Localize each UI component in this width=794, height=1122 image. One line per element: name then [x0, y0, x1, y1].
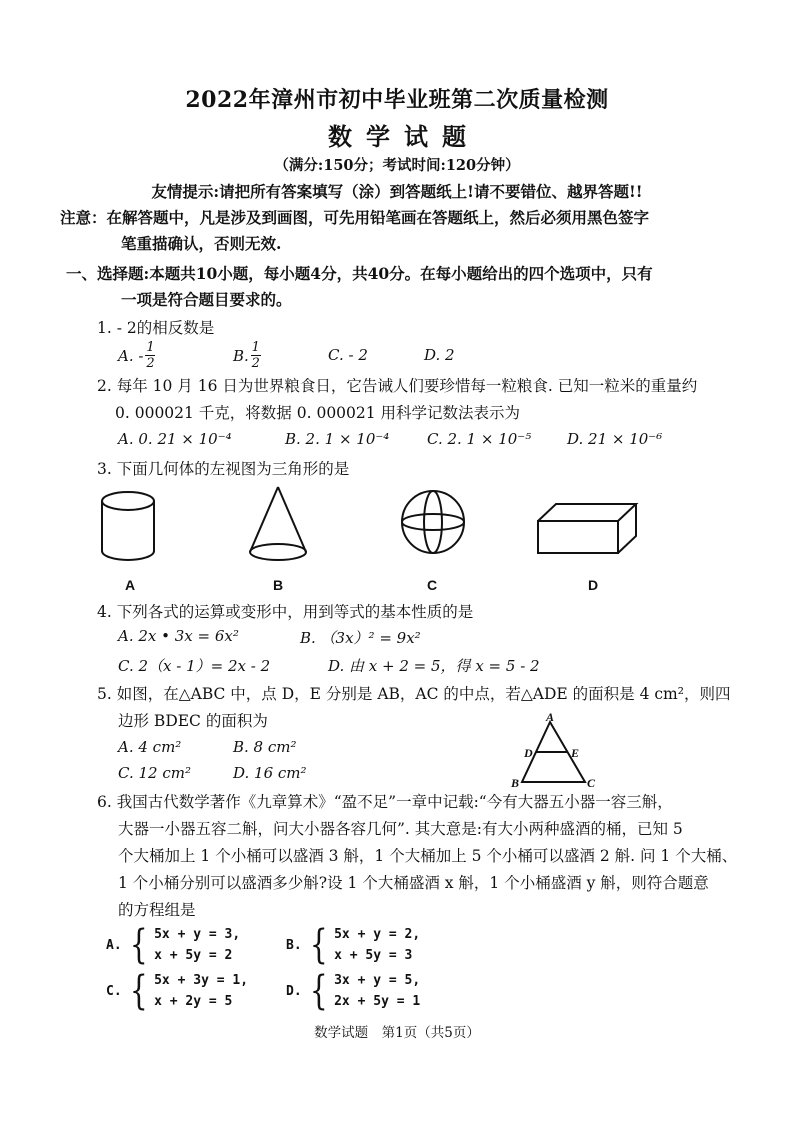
section1-line-2: 一项是符合题目要求的。 [121, 290, 292, 309]
q2-option-a: A. 0. 21 × 10⁻⁴ [118, 430, 232, 448]
solid-label-c: C [427, 577, 438, 593]
q2-line-2: 0. 000021 千克，将数据 0. 000021 用科学记数法表示为 [115, 404, 521, 422]
subject-title: 数学试题 [328, 122, 480, 151]
q6-a-eq2: x + 5y = 2 [154, 948, 233, 963]
q1-stem: 1. - 2的相反数是 [97, 319, 215, 337]
solid-label-b: B [273, 577, 284, 593]
q1-b-denominator: 2 [251, 356, 260, 371]
q1-a-numerator: 1 [146, 340, 155, 355]
q4-option-c: C. 2（x - 1）= 2x - 2 [118, 657, 271, 675]
q4-option-d: D. 由 x + 2 = 5，得 x = 5 - 2 [328, 657, 540, 675]
q5-option-d: D. 16 cm² [233, 764, 307, 782]
q1-option-b [233, 341, 263, 370]
q6-b-label: B. [286, 937, 302, 953]
q6-d-eq1: 3x + y = 5, [334, 973, 421, 988]
q1-a-label: A. [118, 346, 134, 365]
q6-d-eq2: 2x + 5y = 1 [334, 994, 421, 1009]
q5-option-b: B. 8 cm² [233, 738, 297, 756]
q1-option-a [118, 341, 157, 370]
vertex-d: D [524, 746, 533, 760]
q1-option-d: D. 2 [424, 346, 455, 364]
solid-label-d: D [588, 577, 599, 593]
cylinder-shape [102, 492, 154, 560]
note-line-1: 注意：在解答题中，凡是涉及到画图，可先用铅笔画在答题纸上，然后必须用黑色签字 [60, 208, 650, 227]
q6-a-eq1: 5x + y = 3, [154, 927, 241, 942]
q2-option-b: B. 2. 1 × 10⁻⁴ [285, 430, 390, 448]
q6-option-b: B. { 5x + y = 2, x + 5y = 3 [286, 922, 421, 968]
q6-a-label: A. [106, 937, 122, 953]
exam-meta: （满分:150分；考试时间:120分钟） [274, 157, 520, 174]
q3-stem: 3. 下面几何体的左视图为三角形的是 [97, 460, 350, 478]
q2-option-d: D. 21 × 10⁻⁶ [567, 430, 663, 448]
q6-c-label: C. [106, 983, 122, 999]
q5-line-1: 5. 如图，在△ABC 中，点 D，E 分别是 AB，AC 的中点，若△ADE 的面积是 4 cm²，则四 [97, 685, 731, 703]
q1-a-fraction [145, 341, 155, 370]
q2-line-1: 2. 每年 10 月 16 日为世界粮食日，它告诫人们要珍惜每一粒粮食. 已知一粒米的重量约 [97, 377, 698, 395]
sphere-shape [402, 491, 464, 553]
vertex-c: C [587, 776, 596, 790]
q6-line-5: 的方程组是 [118, 901, 196, 919]
page-footer: 数学试题 第1页（共5页） [314, 1025, 480, 1041]
q5-option-a: A. 4 cm² [118, 738, 182, 756]
q6-c-eq2: x + 2y = 5 [154, 994, 233, 1009]
q4-stem: 4. 下列各式的运算或变形中，用到等式的基本性质的是 [97, 603, 474, 621]
q6-option-a: A. { 5x + y = 3, x + 5y = 2 [106, 922, 241, 968]
vertex-a: A [546, 712, 555, 724]
cuboid-shape [538, 504, 636, 553]
q1-a-denominator: 2 [146, 356, 155, 371]
q6-line-4: 1 个小桶分别可以盛酒多少斛?设 1 个大桶盛酒 x 斛，1 个小桶盛酒 y 斛，则符合题意 [118, 874, 709, 892]
q2-option-c: C. 2. 1 × 10⁻⁵ [427, 430, 532, 448]
q6-option-d: D. { 3x + y = 5, 2x + 5y = 1 [286, 968, 421, 1014]
solids-figure [90, 484, 650, 594]
q1-b-label: B. [233, 346, 249, 365]
q1-a-sign: - [138, 346, 144, 365]
q6-line-1: 6. 我国古代数学著作《九章算术》“盈不足”一章中记载:“今有大器五小器一容三斛， [97, 793, 673, 811]
q6-line-3: 个大桶加上 1 个小桶可以盛酒 3 斛，1 个大桶加上 5 个小桶可以盛酒 2 斛. 问 1 个大桶、 [118, 847, 738, 865]
q6-option-c: C. { 5x + 3y = 1, x + 2y = 5 [106, 968, 249, 1014]
q1-b-fraction [251, 341, 261, 370]
q6-b-eq1: 5x + y = 2, [334, 927, 421, 942]
solid-label-a: A [125, 577, 136, 593]
q6-c-eq1: 5x + 3y = 1, [154, 973, 249, 988]
q4-option-a: A. 2x • 3x = 6x² [118, 627, 239, 645]
vertex-b: B [511, 776, 520, 790]
friendly-hint: 友情提示:请把所有答案填写（涂）到答题纸上!请不要错位、越界答题!! [151, 182, 643, 201]
q4-option-b: B. （3x）² = 9x² [300, 629, 421, 647]
q1-b-numerator: 1 [251, 340, 260, 355]
note-line-2: 笔重描确认，否则无效. [121, 234, 282, 253]
q6-b-eq2: x + 5y = 3 [334, 948, 413, 963]
triangle-figure [505, 712, 615, 792]
q1-option-c: C. - 2 [328, 346, 368, 364]
page-title: 2022年漳州市初中毕业班第二次质量检测 [185, 87, 609, 113]
q5-option-c: C. 12 cm² [118, 764, 191, 782]
section1-line-1: 一、选择题:本题共10小题，每小题4分，共40分。在每小题给出的四个选项中，只有 [66, 264, 653, 283]
cone-shape [250, 487, 306, 560]
q6-d-label: D. [286, 983, 302, 999]
vertex-e: E [571, 746, 580, 760]
q6-line-2: 大器一小器五容二斛，问大小器各容几何”. 其大意是:有大小两种盛酒的桶，已知 5 [118, 820, 683, 838]
q5-line-2: 边形 BDEC 的面积为 [118, 712, 268, 730]
